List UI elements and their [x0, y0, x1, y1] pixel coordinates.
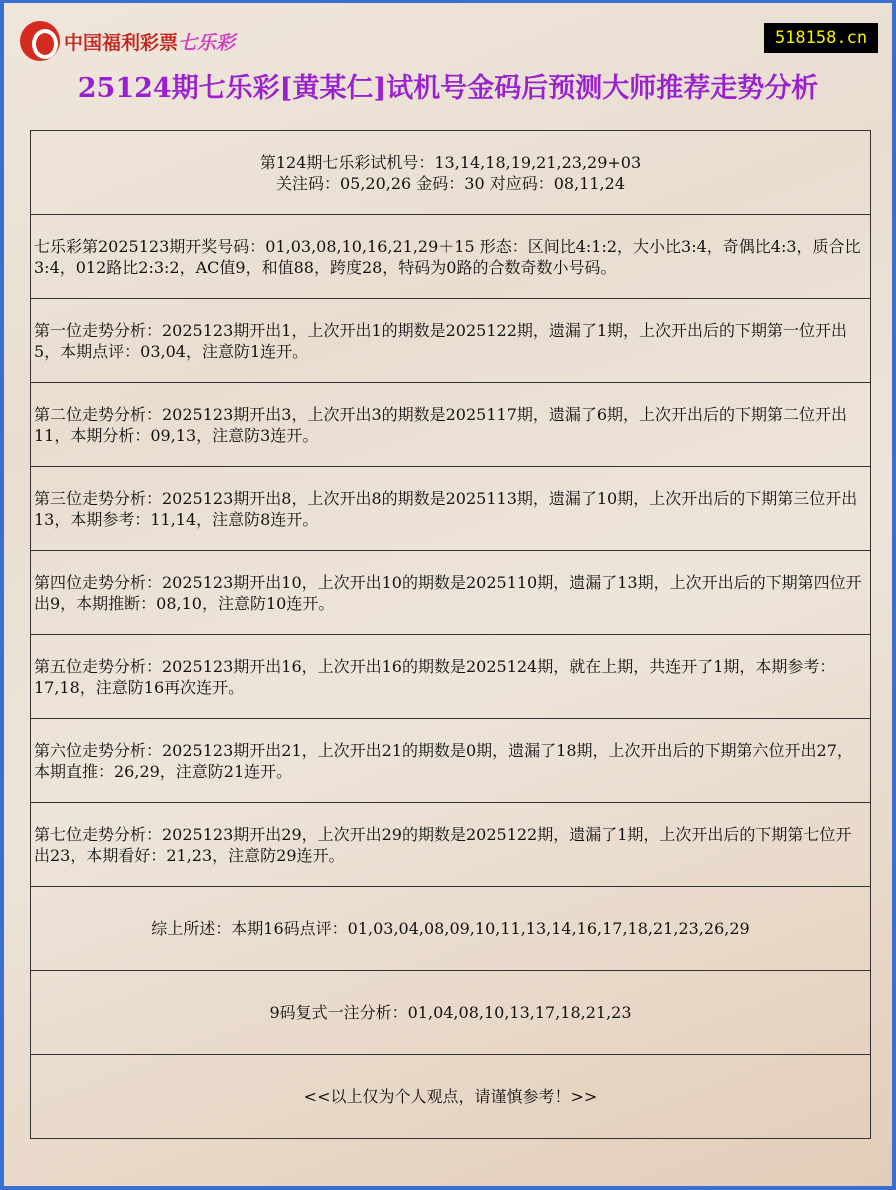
table-row: [31, 803, 871, 887]
table-row: [31, 635, 871, 719]
logo-game: 七乐彩: [178, 31, 236, 54]
table-cell: 综上所述：本期16码点评：01,03,04,08,09,10,11,13,14,16,17,18,21,23,26,29: [31, 887, 871, 971]
logo-org: 中国福利彩票: [64, 31, 179, 54]
page-title: 25124期七乐彩[黄某仁]试机号金码后预测大师推荐走势分析: [77, 73, 819, 104]
site-badge[interactable]: 518158.cn: [764, 23, 878, 53]
lottery-logo: [20, 21, 235, 61]
table-cell: 第二位走势分析：2025123期开出3，上次开出3的期数是2025117期，遗漏了6期，上次开出后的下期第二位开出11，本期分析：09,13，注意防3连开。: [31, 383, 871, 467]
table-row: [31, 383, 871, 467]
table-row: [31, 887, 871, 971]
table-cell: <<以上仅为个人观点，请谨慎参考！>>: [31, 1055, 871, 1139]
table-row: [31, 1055, 871, 1139]
logo-text: [64, 28, 235, 55]
analysis-table: [30, 130, 871, 1139]
welfare-lottery-logo-icon: [20, 21, 60, 61]
table-cell: 第六位走势分析：2025123期开出21，上次开出21的期数是0期，遗漏了18期，上次开出后的下期第六位开出27，本期直推：26,29，注意防21连开。: [31, 719, 871, 803]
table-cell: 第三位走势分析：2025123期开出8，上次开出8的期数是2025113期，遗漏了10期，上次开出后的下期第三位开出13，本期参考：11,14，注意防8连开。: [31, 467, 871, 551]
table-cell: 第四位走势分析：2025123期开出10，上次开出10的期数是2025110期，遗漏了13期，上次开出后的下期第四位开出9，本期推断：08,10，注意防10连开。: [31, 551, 871, 635]
table-cell: [31, 131, 871, 215]
table-cell: 第七位走势分析：2025123期开出29，上次开出29的期数是2025122期，遗漏了1期，上次开出后的下期第七位开出23，本期看好：21,23，注意防29连开。: [31, 803, 871, 887]
page: [4, 3, 892, 1186]
table-cell: 第五位走势分析：2025123期开出16，上次开出16的期数是2025124期，就在上期，共连开了1期，本期参考：17,18，注意防16再次连开。: [31, 635, 871, 719]
table-row: [31, 467, 871, 551]
table-cell: 9码复式一注分析：01,04,08,10,13,17,18,21,23: [31, 971, 871, 1055]
table-cell: 第一位走势分析：2025123期开出1，上次开出1的期数是2025122期，遗漏了1期，上次开出后的下期第一位开出5，本期点评：03,04，注意防1连开。: [31, 299, 871, 383]
cell-line: 第124期七乐彩试机号：13,14,18,19,21,23,29+03: [259, 152, 642, 172]
table-row: [31, 551, 871, 635]
table-row: [31, 971, 871, 1055]
table-row: [31, 299, 871, 383]
table-row: [31, 215, 871, 299]
table-row: [31, 719, 871, 803]
cell-line: 关注码：05,20,26 金码：30 对应码：08,11,24: [275, 173, 626, 193]
table-cell: 七乐彩第2025123期开奖号码：01,03,08,10,16,21,29＋15 形态：区间比4:1:2，大小比3:4，奇偶比4:3，质合比3:4，012路比2:3:2，AC值9，和值88，跨度28，特码为0路的合数奇数小号码。: [31, 215, 871, 299]
table-row: [31, 131, 871, 215]
